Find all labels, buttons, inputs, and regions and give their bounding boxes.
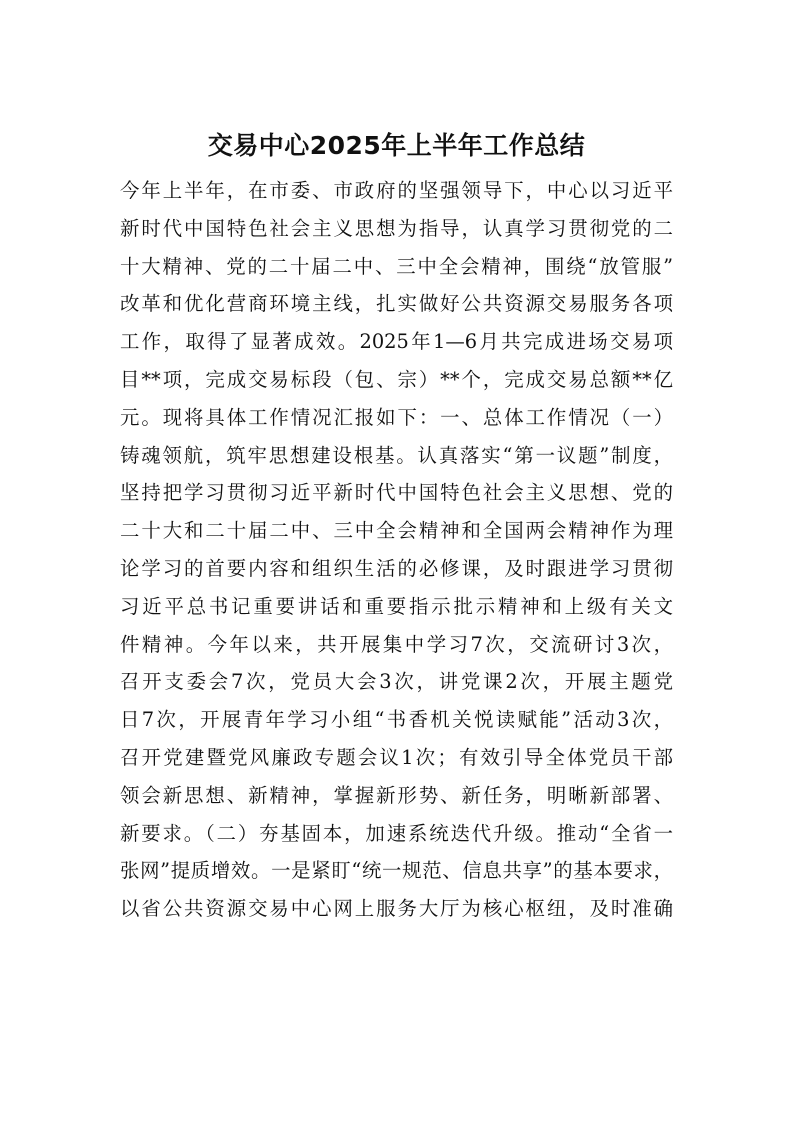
text-line: 论学习的首要内容和组织生活的必修课，及时跟进学习贯彻 — [120, 556, 673, 580]
text-line: 召开党建暨党风廉政专题会议1次；有效引导全体党员干部 — [120, 745, 673, 769]
text-line: 召开支委会7次，党员大会3次，讲党课2次，开展主题党 — [120, 670, 673, 694]
text-line: 坚持把学习贯彻习近平新时代中国特色社会主义思想、党的 — [120, 481, 673, 505]
text-line: 新时代中国特色社会主义思想为指导，认真学习贯彻党的二 — [120, 216, 673, 240]
document-body — [120, 172, 673, 928]
text-line: 二十大和二十届二中、三中全会精神和全国两会精神作为理 — [120, 519, 673, 543]
text-line: 件精神。今年以来，共开展集中学习7次，交流研讨3次， — [120, 632, 673, 656]
text-line: 十大精神、党的二十届二中、三中全会精神，围绕“放管服” — [120, 254, 673, 278]
text-line: 工作，取得了显著成效。2025年1—6月共完成进场交易项 — [120, 330, 673, 354]
text-line: 领会新思想、新精神，掌握新形势、新任务，明晰新部署、 — [120, 783, 673, 807]
text-line: 铸魂领航，筑牢思想建设根基。认真落实“第一议题”制度， — [120, 443, 673, 467]
text-line: 改革和优化营商环境主线，扎实做好公共资源交易服务各项 — [120, 292, 673, 316]
text-line: 张网”提质增效。一是紧盯“统一规范、信息共享”的基本要求， — [120, 859, 673, 883]
text-line: 目**项，完成交易标段（包、宗）**个，完成交易总额**亿 — [120, 367, 673, 391]
text-line: 今年上半年，在市委、市政府的坚强领导下，中心以习近平 — [120, 179, 673, 202]
text-line: 日7次，开展青年学习小组“书香机关悦读赋能”活动3次， — [120, 708, 673, 732]
text-line: 新要求。（二）夯基固本，加速系统迭代升级。推动“全省一 — [120, 821, 673, 845]
text-line: 习近平总书记重要讲话和重要指示批示精神和上级有关文 — [120, 594, 673, 618]
text-line: 元。现将具体工作情况汇报如下：一、总体工作情况（一） — [120, 405, 673, 429]
text-line: 以省公共资源交易中心网上服务大厅为核心枢纽，及时准确 — [120, 897, 673, 921]
document-title: 交易中心2025年上半年工作总结 — [207, 131, 586, 160]
